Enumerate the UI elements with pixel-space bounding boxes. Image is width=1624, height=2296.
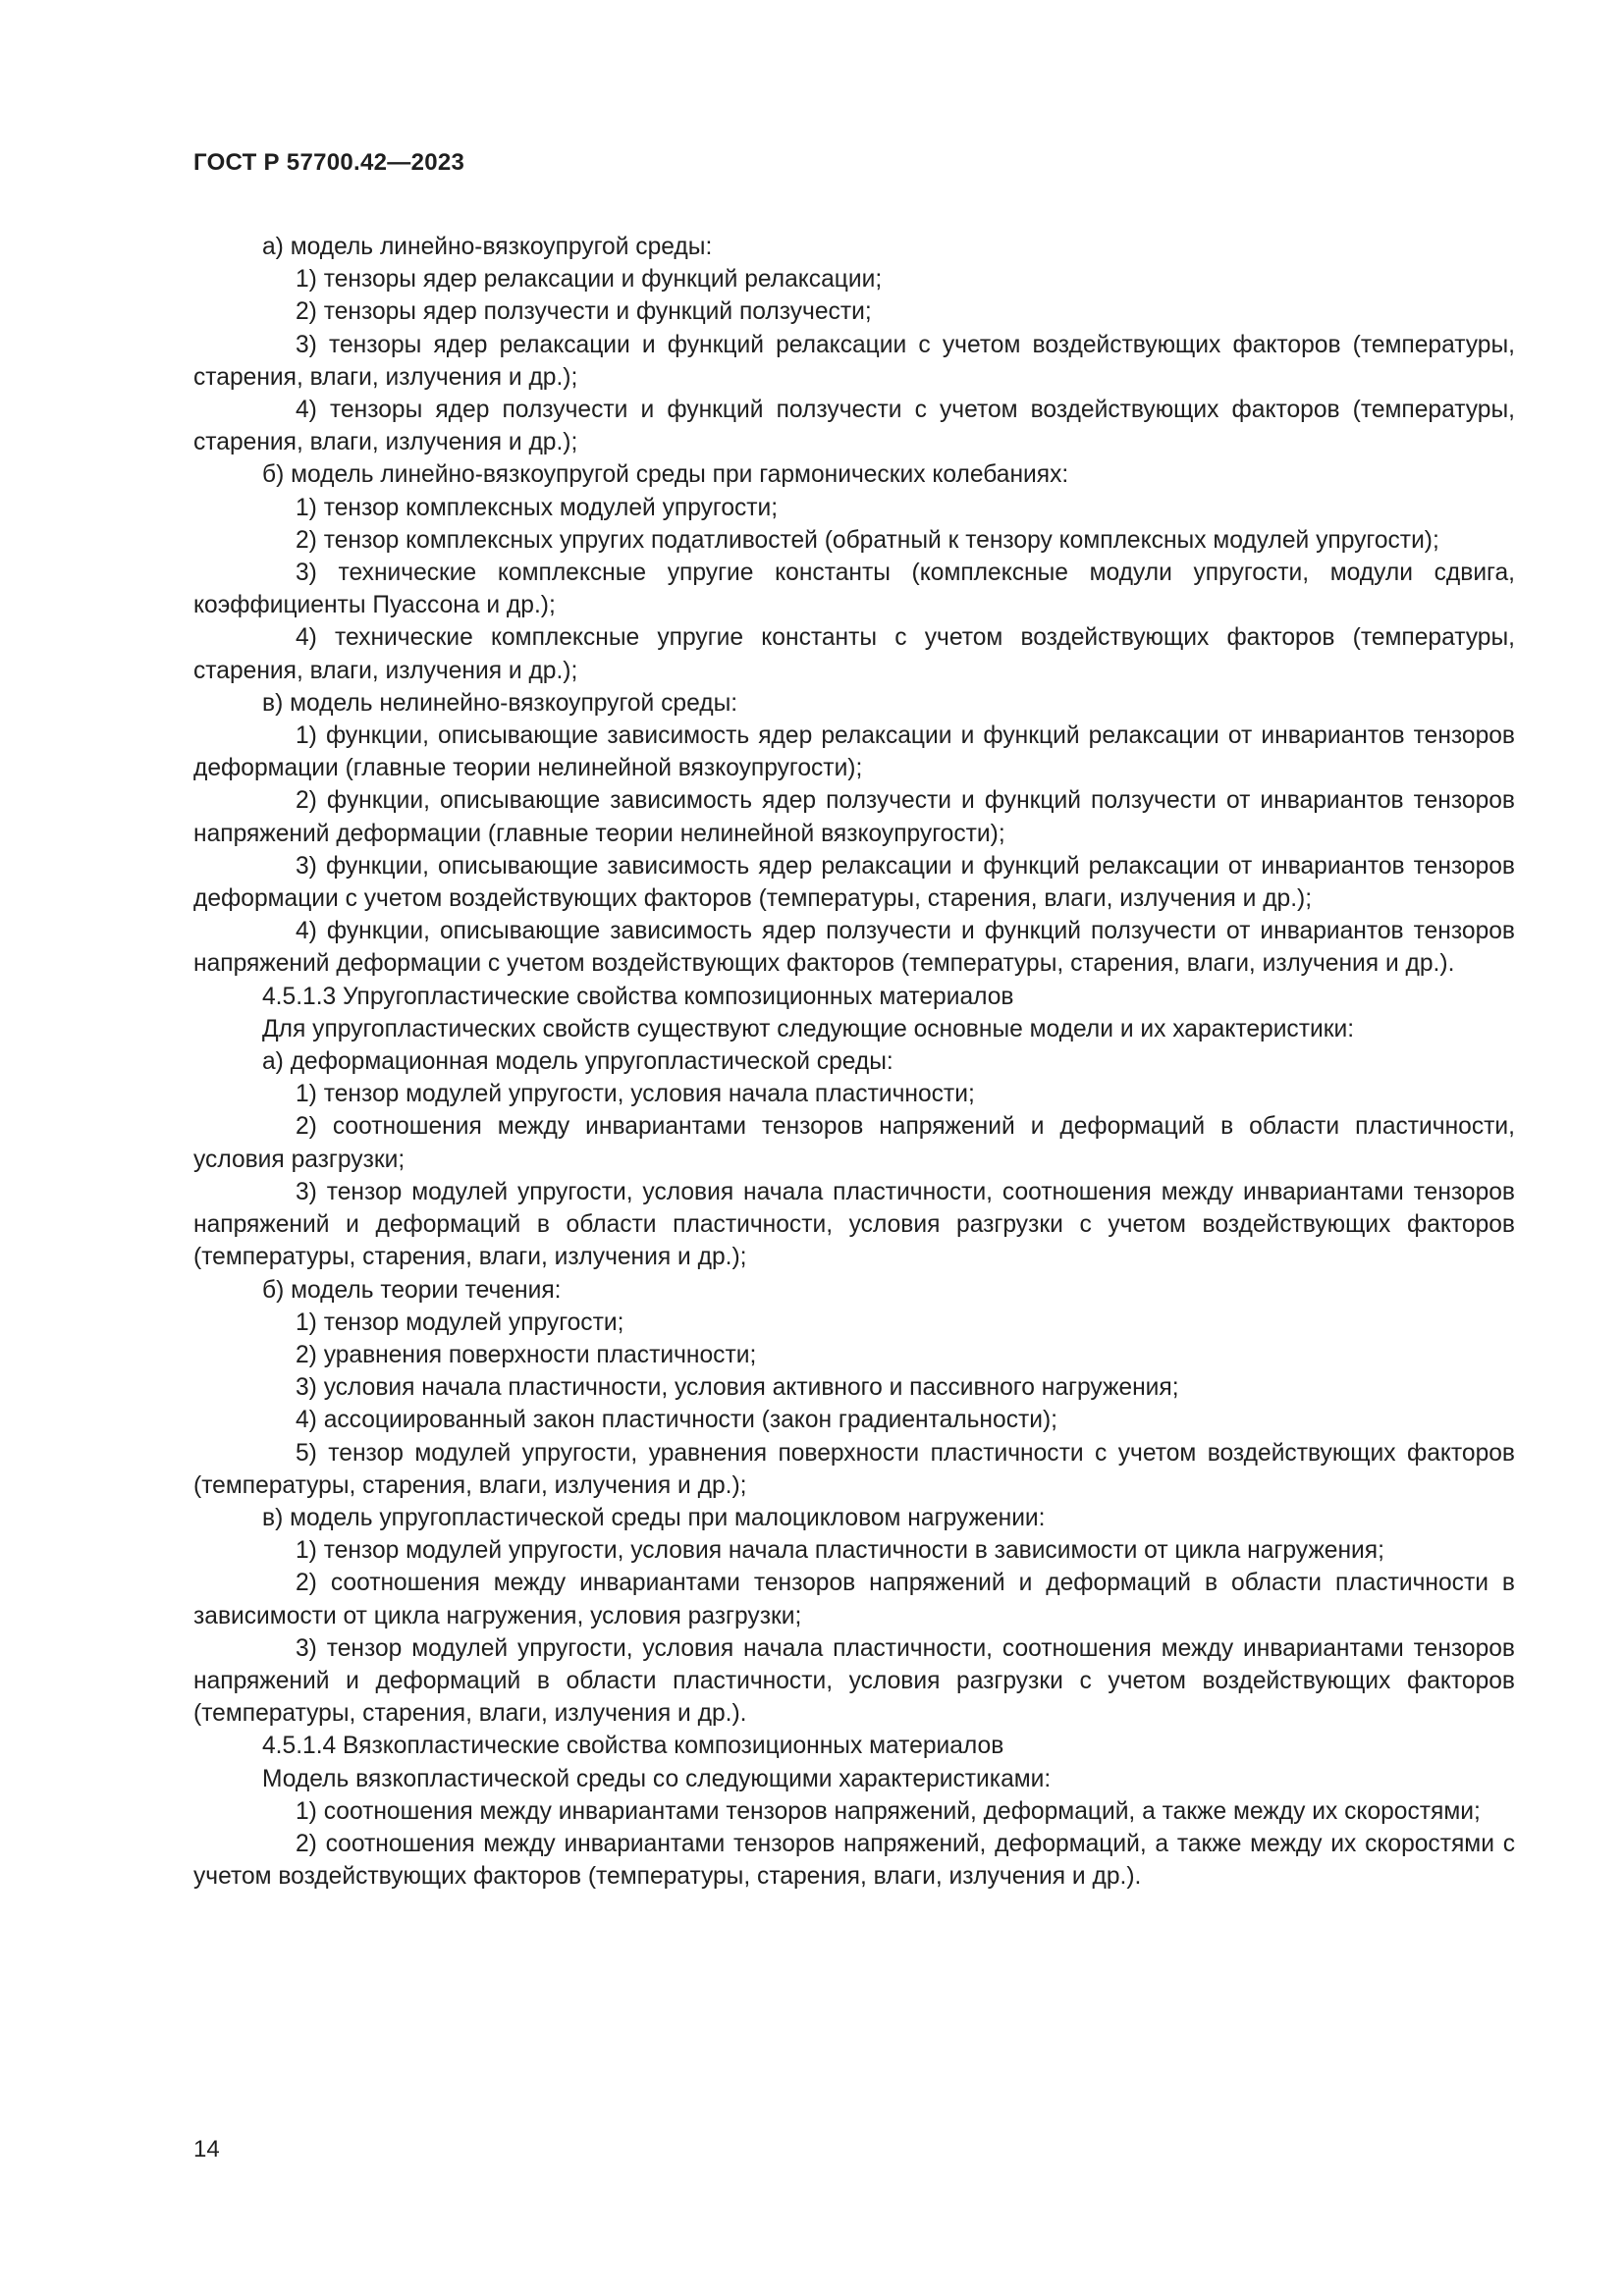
paragraph: 2) тензоры ядер ползучести и функций ползучести; xyxy=(296,298,872,326)
paragraph: 3) условия начала пластичности, условия активного и пассивного нагружения; xyxy=(296,1374,1179,1402)
paragraph: 2) соотношения между инвариантами тензоров напряжений и деформаций в области пластичности в зависимости от цикла нагружения, условия разгрузки; xyxy=(193,1570,1515,1629)
paragraph: 2) функции, описывающие зависимость ядер ползучести и функций ползучести от инвариантов тензоров напряжений деформации (главные теории нелинейной вязкоупругости); xyxy=(193,787,1515,847)
paragraph: 4) ассоциированный закон пластичности (закон градиентальности); xyxy=(296,1407,1058,1434)
paragraph: 1) тензор модулей упругости, условия начала пластичности; xyxy=(296,1081,975,1108)
paragraph: 4.5.1.3 Упругопластические свойства композиционных материалов xyxy=(262,983,1014,1010)
paragraph: 4) технические комплексные упругие константы с учетом воздействующих факторов (температуры, старения, влаги, излучения и др.); xyxy=(193,624,1515,684)
paragraph: 4) тензоры ядер ползучести и функций ползучести с учетом воздействующих факторов (температуры, старения, влаги, излучения и др.); xyxy=(193,397,1515,456)
paragraph: б) модель теории течения: xyxy=(262,1276,562,1304)
paragraph: Модель вязкопластической среды со следующими характеристиками: xyxy=(262,1765,1052,1792)
paragraph: 3) тензор модулей упругости, условия начала пластичности, соотношения между инвариантами тензоров напряжений и деформаций в области пластичности, условия разгрузки с учетом воздействующих факторов (температуры, старения, влаги, излучения и др.); xyxy=(193,1178,1515,1271)
paragraph: 3) тензор модулей упругости, условия начала пластичности, соотношения между инвариантами тензоров напряжений и деформаций в области пластичности, условия разгрузки с учетом воздействующих факторов (температуры, старения, влаги, излучения и др.). xyxy=(193,1634,1515,1728)
paragraph: 1) тензор модулей упругости, условия начала пластичности в зависимости от цикла нагружения; xyxy=(296,1537,1384,1565)
paragraph: 3) функции, описывающие зависимость ядер релаксации и функций релаксации от инвариантов тензоров деформации с учетом воздействующих факторов (температуры, старения, влаги, излучения и др.); xyxy=(193,852,1515,913)
paragraph: 1) тензор модулей упругости; xyxy=(296,1308,624,1336)
paragraph: 2) соотношения между инвариантами тензоров напряжений и деформаций в области пластичности, условия разгрузки; xyxy=(193,1113,1515,1173)
paragraph: 5) тензор модулей упругости, уравнения поверхности пластичности с учетом воздействующих факторов (температуры, старения, влаги, излучения и др.); xyxy=(193,1439,1515,1499)
paragraph: 2) тензор комплексных упругих податливостей (обратный к тензору комплексных модулей упругости); xyxy=(296,526,1439,554)
paragraph: 1) тензор комплексных модулей упругости; xyxy=(296,494,779,521)
paragraph: 2) уравнения поверхности пластичности; xyxy=(296,1341,757,1368)
paragraph: 1) функции, описывающие зависимость ядер релаксации и функций релаксации от инвариантов тензоров деформации (главные теории нелинейной вязкоупругости); xyxy=(193,722,1515,782)
paragraph: 3) тензоры ядер релаксации и функций релаксации с учетом воздействующих факторов (температуры, старения, влаги, излучения и др.); xyxy=(193,331,1515,391)
paragraph: в) модель упругопластической среды при малоцикловом нагружении: xyxy=(262,1504,1046,1531)
paragraph: в) модель нелинейно-вязкоупругой среды: xyxy=(262,689,738,717)
paragraph: б) модель линейно-вязкоупругой среды при гармонических колебаниях: xyxy=(262,461,1069,489)
paragraph: 2) соотношения между инвариантами тензоров напряжений, деформаций, а также между их скоростями с учетом воздействующих факторов (температуры, старения, влаги, излучения и др.). xyxy=(193,1830,1515,1891)
paragraph: 3) технические комплексные упругие константы (комплексные модули упругости, модули сдвига, коэффициенты Пуассона и др.); xyxy=(193,560,1515,619)
paragraph: Для упругопластических свойств существуют следующие основные модели и их характеристики: xyxy=(262,1015,1355,1042)
paragraph: а) деформационная модель упругопластической среды: xyxy=(262,1048,893,1076)
paragraph: 1) соотношения между инвариантами тензоров напряжений, деформаций, а также между их скоростями; xyxy=(296,1797,1481,1825)
paragraph: 4) функции, описывающие зависимость ядер ползучести и функций ползучести от инвариантов тензоров напряжений деформации с учетом воздействующих факторов (температуры, старения, влаги, излучения и др.). xyxy=(193,918,1515,978)
standard-header: ГОСТ Р 57700.42—2023 xyxy=(193,149,465,176)
paragraph: 4.5.1.4 Вязкопластические свойства композиционных материалов xyxy=(262,1733,1004,1760)
paragraph: а) модель линейно-вязкоупругой среды: xyxy=(262,234,713,260)
document-body xyxy=(193,231,1515,1893)
page-number: 14 xyxy=(193,2136,220,2163)
paragraph: 1) тензоры ядер релаксации и функций релаксации; xyxy=(296,266,883,294)
